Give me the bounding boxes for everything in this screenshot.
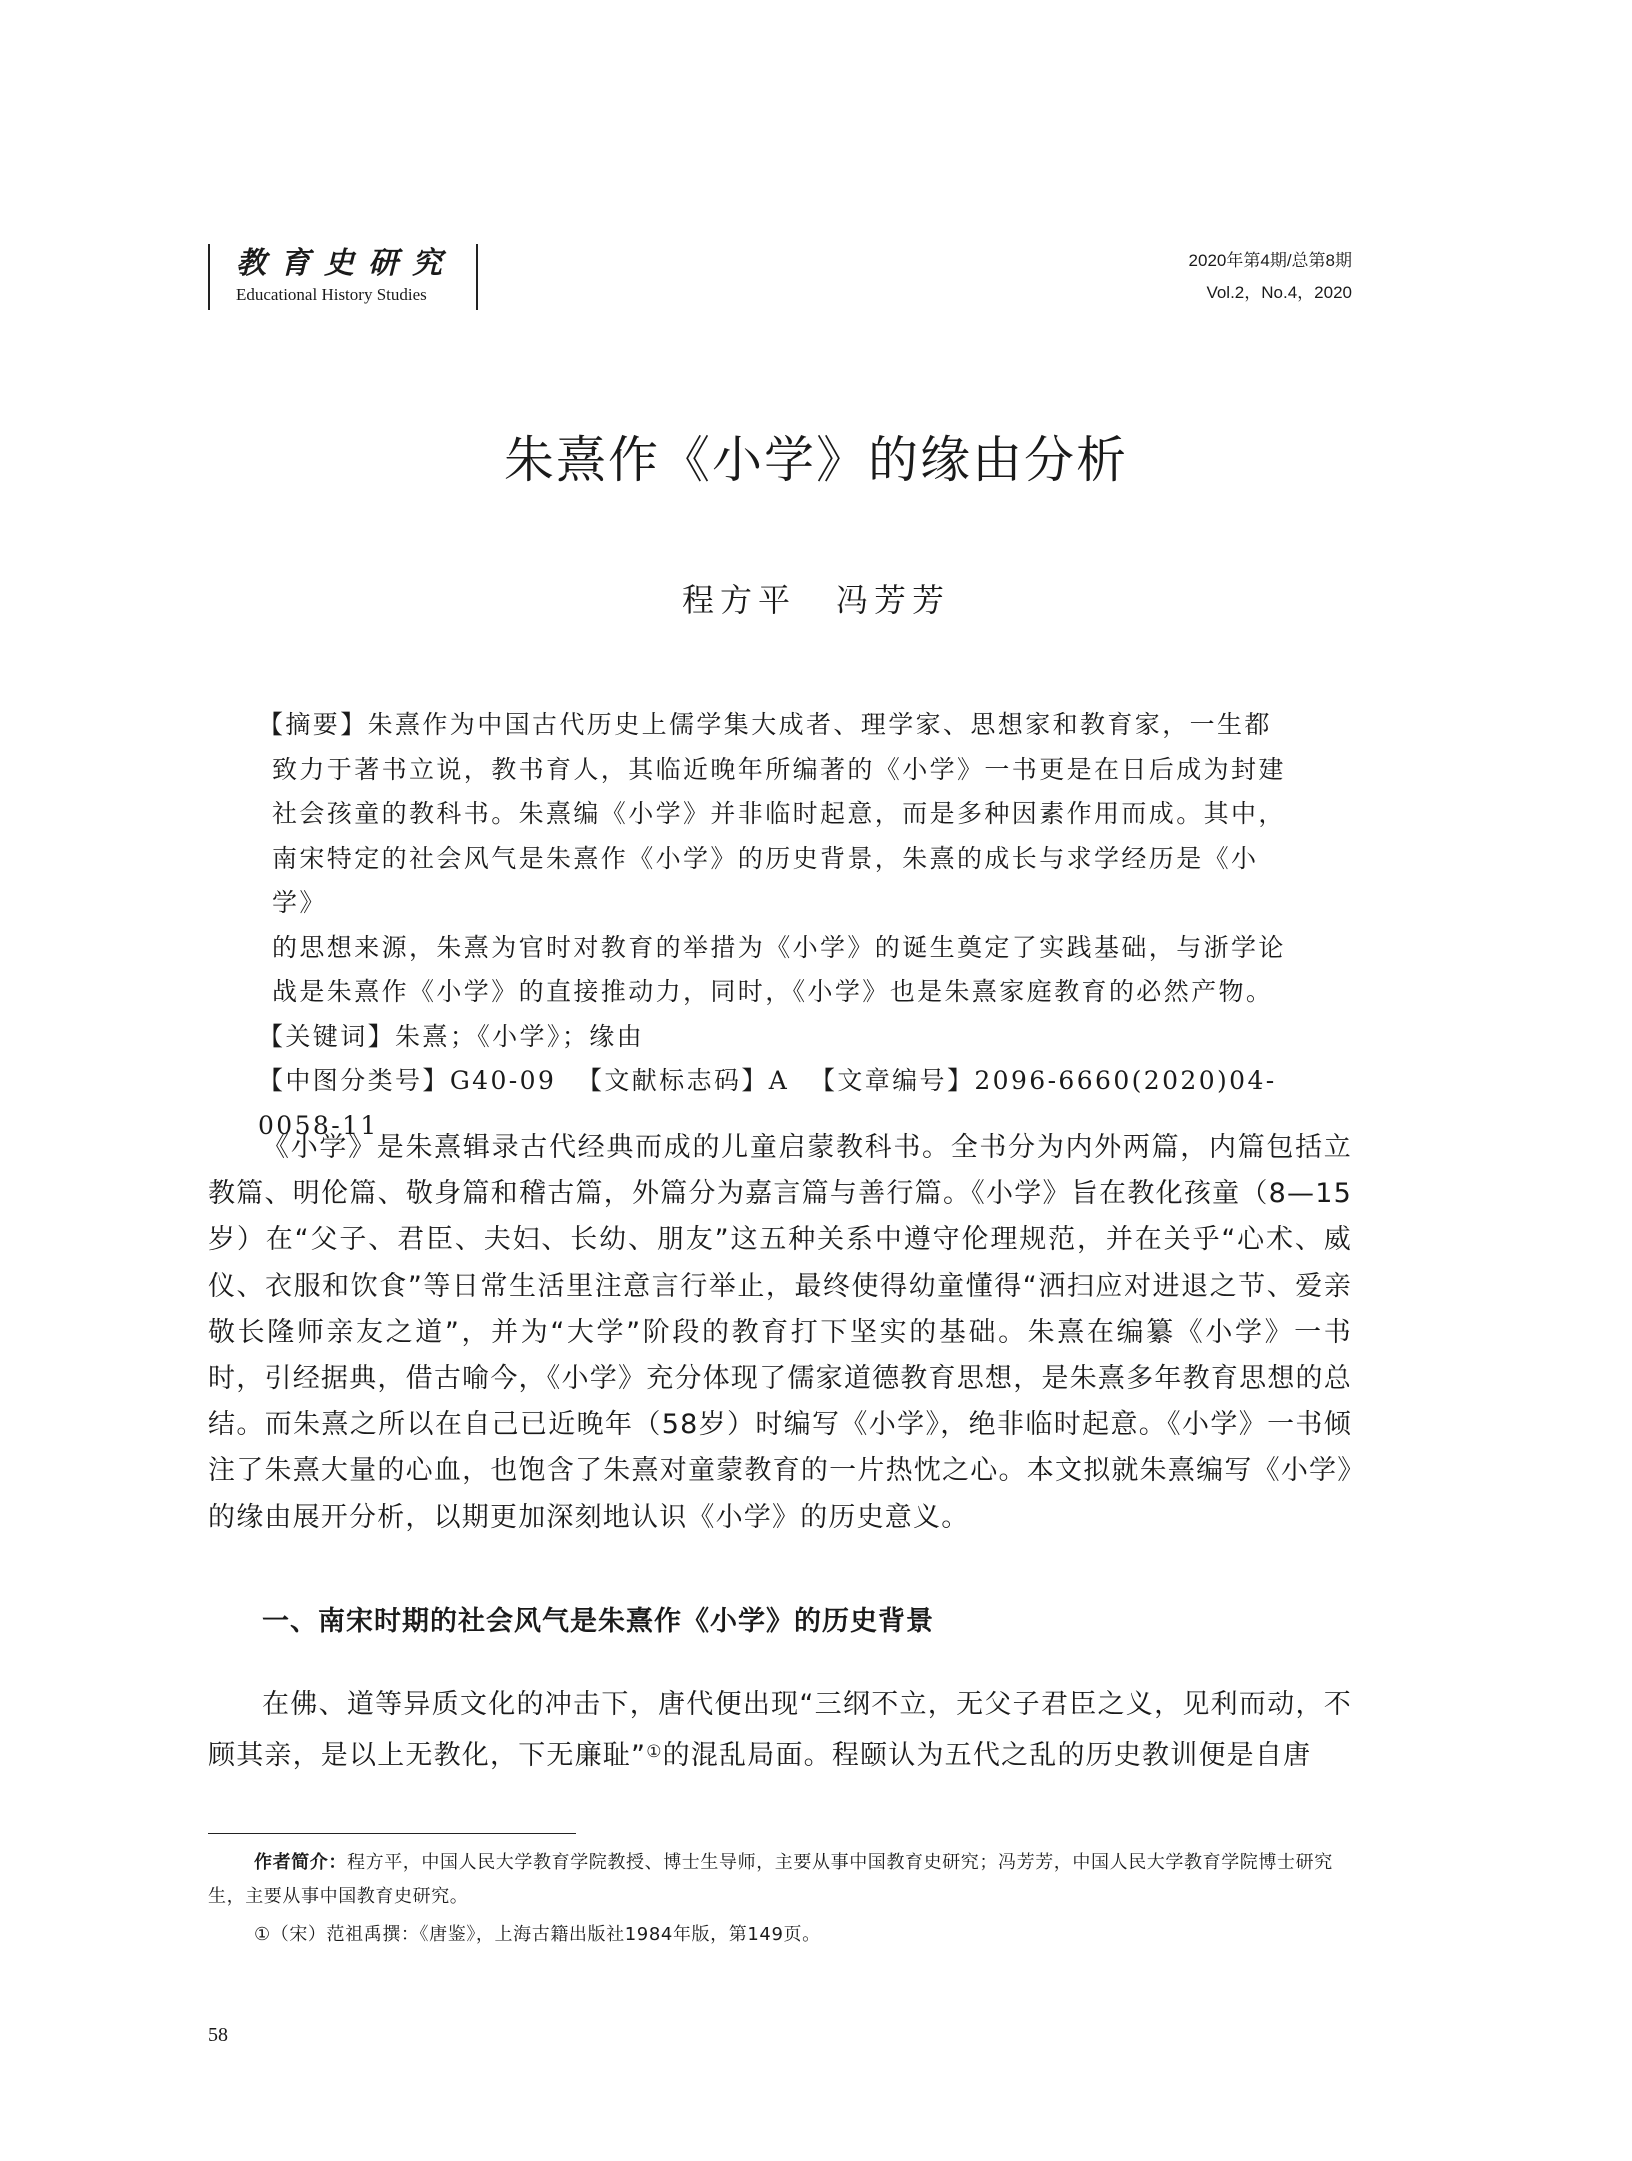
clc-value: G40-09 <box>449 1066 557 1095</box>
author-bio-text: 程方平，中国人民大学教育学院教授、博士生导师，主要从事中国教育史研究；冯芳芳，中国人民大学教育学院博士研究生，主要从事中国教育史研究。 <box>208 1852 1333 1907</box>
footnotes <box>208 1846 1352 1952</box>
abstract-line: 社会孩童的教科书。朱熹编《小学》并非临时起意，而是多种因素作用而成。其中， <box>272 799 1286 828</box>
author-bio <box>208 1846 1352 1914</box>
intro-section <box>208 1125 1352 1541</box>
abstract-label: 【摘要】 <box>258 710 368 739</box>
article-title: 朱熹作《小学》的缘由分析 <box>504 431 1128 489</box>
abstract-line: 的思想来源，朱熹为官时对教育的举措为《小学》的诞生奠定了实践基础，与浙学论 <box>272 932 1286 962</box>
abstract-line: 战是朱熹作《小学》的直接推动力，同时，《小学》也是朱熹家庭教育的必然产物。 <box>272 977 1274 1006</box>
intro-paragraph: 《小学》是朱熹辑录古代经典而成的儿童启蒙教科书。全书分为内外两篇，内篇包括立教篇、明伦篇、敬身篇和稽古篇，外篇分为嘉言篇与善行篇。《小学》旨在教化孩童（8—15岁）在“父子、君臣、夫妇、长幼、朋友”这五种关系中遵守伦理规范，并在关乎“心术、威仪、衣服和饮食”等日常生活里注意言行举止，最终使得幼童懂得“洒扫应对进退之节、爱亲敬长隆师亲友之道”，并为“大学”阶段的教育打下坚实的基础。朱熹在编纂《小学》一书时，引经据典，借古喻今，《小学》充分体现了儒家道德教育思想，是朱熹多年教育思想的总结。而朱熹之所以在自己已近晚年（58岁）时编写《小学》，绝非临时起意。《小学》一书倾注了朱熹大量的心血，也饱含了朱熹对童蒙教育的一片热忱之心。本文拟就朱熹编写《小学》的缘由展开分析，以期更加深刻地认识《小学》的历史意义。 <box>208 1132 1352 1533</box>
article-no-value: 2096-6660(2020)04-0058-11 <box>258 1066 1277 1140</box>
journal-title-cn: 教育史研究 <box>236 246 456 281</box>
footnote-reference[interactable]: ① <box>646 1741 663 1762</box>
issue-info <box>1189 245 1352 309</box>
article-no-label: 【文章编号】 <box>809 1066 975 1095</box>
doc-code-label: 【文献标志码】 <box>576 1066 769 1095</box>
keywords-line <box>258 1015 1298 1060</box>
abstract-line: 【摘要】朱熹作为中国古代历史上儒学集大成者、理学家、思想家和教育家，一生都 <box>258 710 1272 739</box>
section1-body <box>208 1682 1352 1779</box>
journal-title-en: Educational History Studies <box>236 285 427 304</box>
keywords-label: 【关键词】 <box>258 1021 396 1051</box>
issue-info-en: Vol.2，No.4，2020 <box>1206 283 1352 302</box>
abstract-block <box>258 703 1298 1148</box>
journal-masthead <box>208 244 478 310</box>
clc-label: 【中图分类号】 <box>258 1066 450 1095</box>
footnote-divider <box>208 1833 576 1834</box>
author-name: 冯芳芳 <box>836 581 951 619</box>
author-name: 程方平 <box>681 581 796 619</box>
article-authors <box>0 578 1632 622</box>
page-number: 58 <box>208 2024 228 2046</box>
footnote-1: ①（宋）范祖禹撰：《唐鉴》，上海古籍出版社1984年版，第149页。 <box>254 1924 821 1945</box>
section-heading: 一、南宋时期的社会风气是朱熹作《小学》的历史背景 <box>262 1606 934 1637</box>
abstract-line: 南宋特定的社会风气是朱熹作《小学》的历史背景，朱熹的成长与求学经历是《小学》 <box>272 843 1259 917</box>
issue-info-cn: 2020年第4期/总第8期 <box>1188 251 1352 270</box>
keywords-value: 朱熹；《小学》；缘由 <box>395 1021 645 1051</box>
abstract-line: 致力于著书立说，教书育人，其临近晚年所编著的《小学》一书更是在日后成为封建 <box>272 754 1286 784</box>
section1-paragraph: 在佛、道等异质文化的冲击下，唐代便出现“三纲不立，无父子君臣之义，见利而动，不顾其亲，是以上无教化，下无廉耻”①的混乱局面。程颐认为五代之乱的历史教训便是自唐 <box>208 1689 1352 1771</box>
doc-code-value: A <box>768 1066 790 1095</box>
author-bio-label: 作者简介： <box>254 1852 347 1873</box>
